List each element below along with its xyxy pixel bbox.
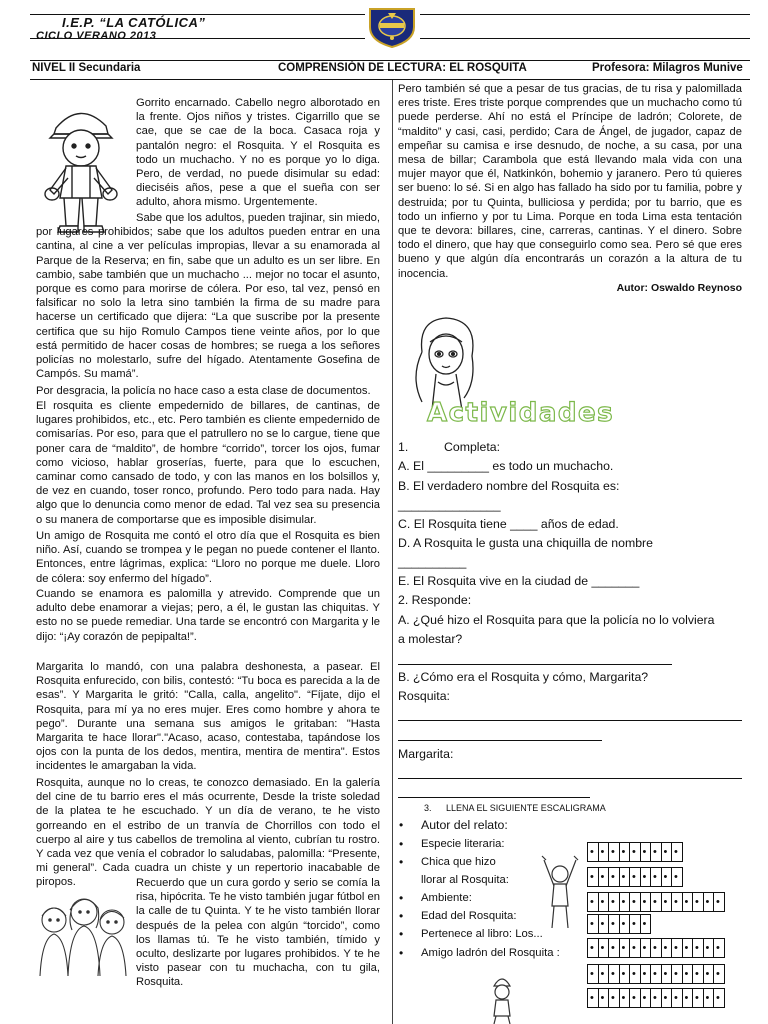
q2b-prompt: B. ¿Cómo era el Rosquita y cómo, Margarita? xyxy=(398,670,649,684)
level-label: NIVEL II Secundaria xyxy=(32,62,141,74)
q3-label: LLENA EL SIGUIENTE ESCALIGRAMA xyxy=(446,803,606,813)
scaligram-row[interactable] xyxy=(588,964,725,984)
header-rule-top-left xyxy=(30,14,365,15)
reading-paragraph-6: Cuando se enamora es palomilla y atrevido. Comprende que un adulto debe enamorar a viejas; pero, a él, le gustan las chiquitas. Y esto no se puede remediar. Una tarde se encontró con Margarita y le dijo: “¡Ay corazón de pepipalta!”. xyxy=(36,588,380,643)
infobar-rule-bottom xyxy=(30,79,750,80)
scaligram-row[interactable] xyxy=(588,988,725,1008)
q2b-rosquita-label: Rosquita: xyxy=(398,689,450,703)
subject-title: COMPRENSIÓN DE LECTURA: EL ROSQUITA xyxy=(278,62,527,74)
bullet-icon: • xyxy=(399,927,404,941)
q3-item-book: Pertenece al libro: Los... xyxy=(421,928,543,940)
q2a-prompt-cont: a molestar? xyxy=(398,632,463,646)
author-credit: Autor: Oswaldo Reynoso xyxy=(616,282,742,294)
scaligram-row[interactable] xyxy=(588,842,683,862)
infobar-rule-top xyxy=(30,60,750,61)
q1d-prompt: D. A Rosquita le gusta una chiquilla de nombre xyxy=(398,536,653,550)
bullet-icon: • xyxy=(399,891,404,905)
q1c-prompt: C. El Rosquita tiene ____ años de edad. xyxy=(398,517,619,531)
q3-item-thief-friend: Amigo ladrón del Rosquita : xyxy=(421,947,560,959)
q1-label: Completa: xyxy=(444,440,501,454)
q1b-prompt: B. El verdadero nombre del Rosquita es: xyxy=(398,479,620,493)
q2b-margarita-label: Margarita: xyxy=(398,747,454,761)
header-rule-bottom-left xyxy=(30,38,365,39)
q2b-margarita-line-2[interactable] xyxy=(398,797,590,798)
scaligram-cell[interactable] xyxy=(713,892,725,912)
school-name: I.E.P. “LA CATÓLICA” xyxy=(62,15,206,30)
q3-item-setting: Ambiente: xyxy=(421,892,472,904)
bullet-icon: • xyxy=(399,818,404,832)
school-cycle: CICLO VERANO 2013 xyxy=(36,30,157,42)
school-crest-icon xyxy=(366,5,418,49)
bullet-icon: • xyxy=(399,909,404,923)
q2b-rosquita-line-1[interactable] xyxy=(398,720,742,721)
q1e-prompt: E. El Rosquita vive en la ciudad de _______ xyxy=(398,574,640,588)
scaligram-cell[interactable] xyxy=(671,867,683,887)
reading-paragraph-2: Sabe que los adultos, pueden trajinar, sin miedo, por lugares prohibidos; sabe que los adultos pueden entrar en una cantina, al cine a ver películas impropias, llevar a su enamorada al Parque de la Reserva; en fin, sabe que un adulto es un ser libre. En cambio, sabe también que un muchacho ... mejor no tocar el asunto, porque es como para morirse de cólera. Por eso, tal vez, pensó en falsificar no solo la letra sino también la firma de su madre para hacerse un certificado que dijera: “La que suscribe por la presente certifica que su hijo Romulo Campos tiene veinte años, por lo que está permitido de hacer cosas de hombres; se ruega a los señores policías no molestarlo, sufre del hígado. Atentamente Gosefina de Campós. Su mamá”. xyxy=(36,212,380,381)
scaligram-cell[interactable] xyxy=(713,938,725,958)
reading-paragraph-1: Gorrito encarnado. Cabello negro alborotado en la frente. Ojos niños y tristes. Cigarrillo que se cae, que se cae de la boca. Casaca roja y pantalón negro: el Rosquita. Y el Rosquita es todo un muchacho. Y no es porque yo lo diga. Pero, de verdad, no puede disimular su edad: dieciséis años, pese a que el sueña con ser adulto, ahora mismo. Urgentemente. xyxy=(136,97,380,209)
column-divider xyxy=(392,80,393,1024)
bullet-icon: • xyxy=(399,837,404,851)
reading-paragraph-7: Margarita lo mandó, con una palabra deshonesta, a pasear. El Rosquita enfurecido, con bilis, contestó: “Tu boca es parecida a la de esas”. Y Margarita le gritó: "Calla, calla, angelito". “Fíjate, dijo el Rosquita, para mí ya no eres mujer. Eres como hombre y ahora te pego”. Durante una semana sus amigos le gritaban: "Hasta Margarita te hace llorar"."Acaso, acaso, contestaba, tapándose los ojos con la punta de los dedos, mentira, mentira de mentira". Estos incidentes le amargaban la vida. xyxy=(36,661,380,773)
q3-item-age: Edad del Rosquita: xyxy=(421,910,517,922)
scaligram-row[interactable] xyxy=(588,892,725,912)
reading-paragraph-8: Rosquita, aunque no lo creas, te conozco demasiado. En la galería del cine de tu barrio eres el más ocurrente, Desde la triste soledad de la platea te he escuchado. Y un día de verano, te he visto gorreando en el estribo de un tranvía de Chorrillos con todo el cuerpo al aire y tus cabellos de tremolina al viento, cubrían tu rostro. Y cada vez que venía el cobrador lo saludabas, palomilla: “Presente, mi general”. Cada cuadra un chiste y un repertorio inacabable de piropos. xyxy=(36,777,380,889)
q2-label: 2. Responde: xyxy=(398,593,472,607)
scaligram-cell[interactable] xyxy=(640,914,652,934)
reading-paragraph-9: Recuerdo que un cura gordo y serio se comía la risa, hipócrita. Te he visto también jugar fútbol en la calle de tu Quinta. Y te he visto también llorar después de la pelea con algún “torcido”, como los llamas tú. Te he visto también, tímido y oculto, deslizarte por lugares prohibidos. Y te he visto pasear con tu muchacha, con tu gila, Rosquita. xyxy=(136,877,380,989)
reading-paragraph-5: Un amigo de Rosquita me contó el otro día que el Rosquita es bien niño. Así, cuando se trompea y le pegan no puede contener el llanto. Entonces, entre lágrimas, explica: “Lloro no porque me duele. Lloro de cólera: soy enfermo del hígado”. xyxy=(36,530,380,585)
scaligram-cell[interactable] xyxy=(671,842,683,862)
header-rule-top-right xyxy=(420,14,750,15)
q1b-blank[interactable]: _______________ xyxy=(398,498,501,512)
q2b-margarita-line-1[interactable] xyxy=(398,778,742,779)
q1d-blank[interactable]: __________ xyxy=(398,555,467,569)
bullet-icon: • xyxy=(399,946,404,960)
q2b-rosquita-line-2[interactable] xyxy=(398,740,602,741)
info-bar xyxy=(30,62,742,78)
reading-paragraph-3: Por desgracia, la policía no hace caso a esta clase de documentos. xyxy=(36,385,371,397)
scaligram-row[interactable] xyxy=(588,914,651,934)
q1-number: 1. xyxy=(398,440,409,454)
kids-group-illustration-icon xyxy=(32,890,132,976)
q3-item-genre: Especie literaria: xyxy=(421,838,505,850)
scaligram-row[interactable] xyxy=(588,867,683,887)
reading-right-paragraph: Pero también sé que a pesar de tus gracias, de tu risa y palomillada eres triste. Eres triste porque comprendes que un muchacho como tú puede perderse. Ahí no está el Príncipe de ladrón; Colorete, de “maldito” y casi, casi, perdido; Cara de Ángel, de jugador, capaz de empeñar su camisa e irse desnudo, de noche, a su casa, por una mesa de billar; Carambola que está llevando mala vida con una mujer mayor que él, Natkinkón, bohemio y jaranero. Pero tú quieres ser bueno: lo sé. Si en algo has fallado ha sido por tu familia, pobre y destruida; por tu Quinta, bulliciosa y perdida; por tu barrio, que es todo un infierno y por tu Lima. Porque en toda Lima esta tentación que te devora: billares, cine, carreras, cantinas. Y el dinero. Sobre todo el dinero, que hay que conseguirlo como sea. Pero sé que eres bueno y que algún día encontrarás un corazón a la altura de tu inocencia. xyxy=(398,83,742,280)
scaligram-cell[interactable] xyxy=(713,988,725,1008)
q1a-prompt: A. El _________ es todo un muchacho. xyxy=(398,459,614,473)
scaligram-row[interactable] xyxy=(588,938,725,958)
scaligram-cell[interactable] xyxy=(713,964,725,984)
q3-item-girl: Chica que hizo xyxy=(421,856,496,868)
teacher-label: Profesora: Milagros Munive xyxy=(592,62,743,74)
girl-illustration-icon xyxy=(402,312,490,410)
cheering-kid-illustration-icon xyxy=(540,852,580,932)
q3-item-girl-cont: llorar al Rosquita: xyxy=(421,874,509,886)
q3-item-author: Autor del relato: xyxy=(421,818,508,832)
elf-illustration-icon xyxy=(484,972,520,1024)
q2a-answer-line[interactable] xyxy=(398,664,672,665)
activities-title: Actividades xyxy=(427,398,615,428)
bullet-icon: • xyxy=(399,855,404,869)
q2a-prompt: A. ¿Qué hizo el Rosquita para que la policía no lo volviera xyxy=(398,613,715,627)
q3-number: 3. xyxy=(424,803,432,813)
reading-paragraph-4: El rosquita es cliente empedernido de billares, de cantinas, de lugares prohibidos, etc., etc. Pero también es cliente empedernido de comisarías. Por eso, para que el patrullero no se lo cargue, tiene que poner cara de “maldito”, de hombre “corrido”, torcer los ojos, fumar como vicioso, hablar groserías, fuerte, para que lo escuchen, caminar como cansado de todo, y con las manos en los bolsillos y, de vez en cuando, toser ronco, profundo. Pero todo para nada. Hay algo que lo denuncia como menor de edad. Tal vez sea su presencia o su manera de comportarse que es imposible disimular. xyxy=(36,400,380,526)
header-rule-bottom-right xyxy=(420,38,750,39)
